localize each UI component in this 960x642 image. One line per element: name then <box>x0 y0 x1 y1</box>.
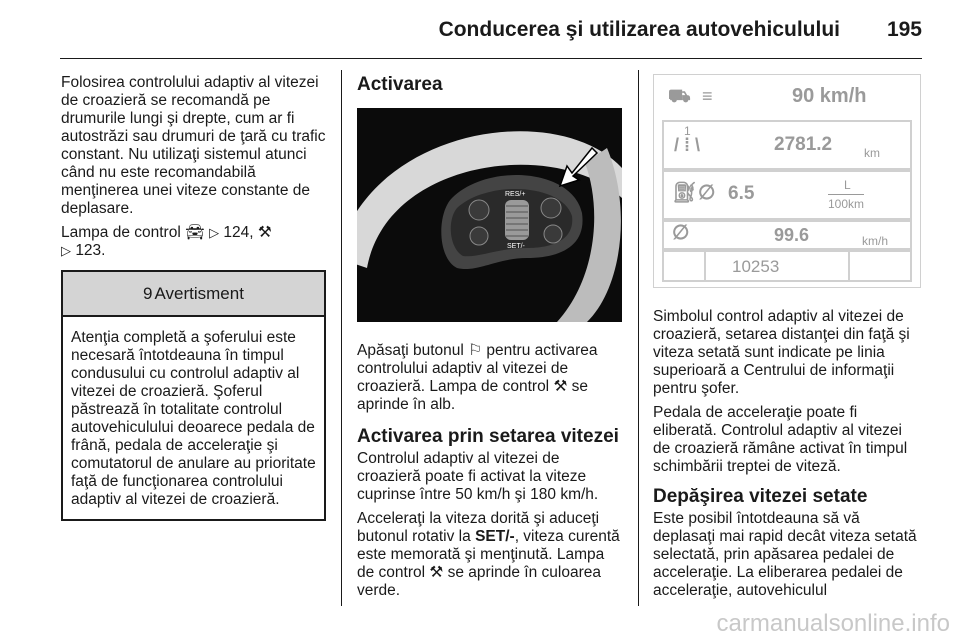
set-speed-value: 90 km/h <box>792 85 867 107</box>
set-label: SET/- <box>507 243 525 250</box>
trip-distance: 2781.2 <box>774 134 833 155</box>
fuel-consumption: 6.5 <box>728 183 755 204</box>
display-total-row <box>662 250 912 282</box>
pedal-paragraph: Pedala de acceleraţie poate fi eliberată. Controlul adaptiv al vitezei de croazieră rămâne activat în timpul schimbării treptei de viteză. <box>653 404 908 475</box>
car-lamp-icon: 🚘︎ <box>185 224 205 241</box>
display-top-row <box>662 81 912 117</box>
display-consumption-row: ⛽︎ ∅ 6.5 L 100km <box>662 170 912 220</box>
page-header <box>0 0 960 60</box>
column-divider <box>341 70 342 606</box>
warning-title: Avertisment <box>154 283 244 303</box>
column-left <box>61 74 326 521</box>
column-right <box>653 74 921 606</box>
override-paragraph: Este posibil întotdeauna să vă deplasaţi mai rapid decât viteza setată selectată, prin apăsarea pedalei de acceleraţie. La eliberarea pedalei de acceleraţie, autovehiculul <box>653 510 917 599</box>
activation-paragraph: Apăsaţi butonul ⚐︎ pentru activarea controlului adaptiv al vitezei de croazieră. Lampa de control ⚒︎ se aprinde în alb. <box>357 342 598 413</box>
page-ref-arrow-icon: ▷ <box>61 243 71 258</box>
section-heading: Activarea <box>357 74 443 95</box>
steering-wheel-figure <box>357 108 622 322</box>
fuel-pump-icon: ⛽︎ <box>672 182 698 204</box>
odometer-total: 10253 <box>732 257 780 276</box>
column-middle <box>357 74 622 606</box>
average-icon: ∅ <box>672 222 690 244</box>
distance-setting-icon: ≡ <box>702 86 713 106</box>
page-ref-arrow-icon: ▷ <box>209 225 220 240</box>
cruise-lamp-icon: ⚒︎ <box>553 378 568 395</box>
res-label: RES/+ <box>505 191 526 198</box>
steering-wheel-illustration <box>357 108 622 322</box>
warning-box <box>61 270 326 521</box>
column-divider <box>638 70 639 606</box>
display-odometer-row: 1 / ⁞ \ 2781.2 km <box>662 120 912 170</box>
lamp-reference: Lampa de control 🚘︎ ▷ 124, ⚒︎ ▷ 123. <box>61 224 272 259</box>
intro-paragraph: Folosirea controlului adaptiv al vitezei de croazieră se recomandă pe drumurile lungi şi drepte, cum ar fi autostrăzi sau drumuri de ţară cu trafic constant. Nu utilizaţi sistemul atunci când nu este recomandabilă menţinerea unei viteze constante de deplasare. <box>61 74 326 217</box>
driver-info-display <box>653 74 921 288</box>
set-speed-paragraph: Acceleraţi la viteza dorită şi aduceţi butonul rotativ la SET/-, viteza curentă este memorată şi menţinută. Lampa de control ⚒︎ se aprinde în culoarea verde. <box>357 510 620 599</box>
display-paragraph: Simbolul control adaptiv al vitezei de croazieră, setarea distanţei din faţă şi viteza setată sunt indicate pe linia superioară a Centrului de informaţii pentru şofer. <box>653 308 910 397</box>
page-title: Conducerea şi utilizarea autovehiculului <box>438 18 840 41</box>
average-icon: ∅ <box>698 182 716 204</box>
cruise-lamp-icon: ⚒︎ <box>429 564 444 581</box>
display-speed-row: ∅ 99.6 km/h <box>662 220 912 250</box>
cruise-button-icon: ⚐︎ <box>468 342 483 359</box>
section-heading: Activarea prin setarea vitezei <box>357 426 619 447</box>
page-ref-link[interactable]: 123. <box>75 242 106 259</box>
average-speed: 99.6 <box>774 225 810 245</box>
warning-text: Atenţia completă a şoferului este necesară întotdeauna în timpul condusului cu controlul adaptiv al vitezei de croazieră. Şoferul păstrează în totalitate controlul autovehiculului deoarece pedala de frână, pedala de acceleraţie şi comutatorul de anulare au prioritate faţă de funcţionarea controlului adaptiv al vitezei de croazieră. <box>71 329 316 508</box>
page-number: 195 <box>886 18 922 41</box>
watermark: carmanualsonline.info <box>716 610 950 637</box>
warning-triangle-icon: 9 <box>143 283 153 303</box>
cruise-lamp-icon: ⚒︎ <box>257 224 272 241</box>
set-control-label: SET/- <box>475 528 515 545</box>
speed-range-paragraph: Controlul adaptiv al vitezei de croazieră poate fi activat la viteze cuprinse între 50 km/h şi 180 km/h. <box>357 450 599 503</box>
header-divider <box>60 58 922 59</box>
page-ref-link[interactable]: 124, <box>223 224 254 241</box>
road-icon: / ⁞ \ <box>674 135 700 155</box>
section-heading: Depăşirea vitezei setate <box>653 486 868 507</box>
adaptive-cruise-icon: ⛟ <box>668 86 691 106</box>
warning-header <box>63 272 324 317</box>
